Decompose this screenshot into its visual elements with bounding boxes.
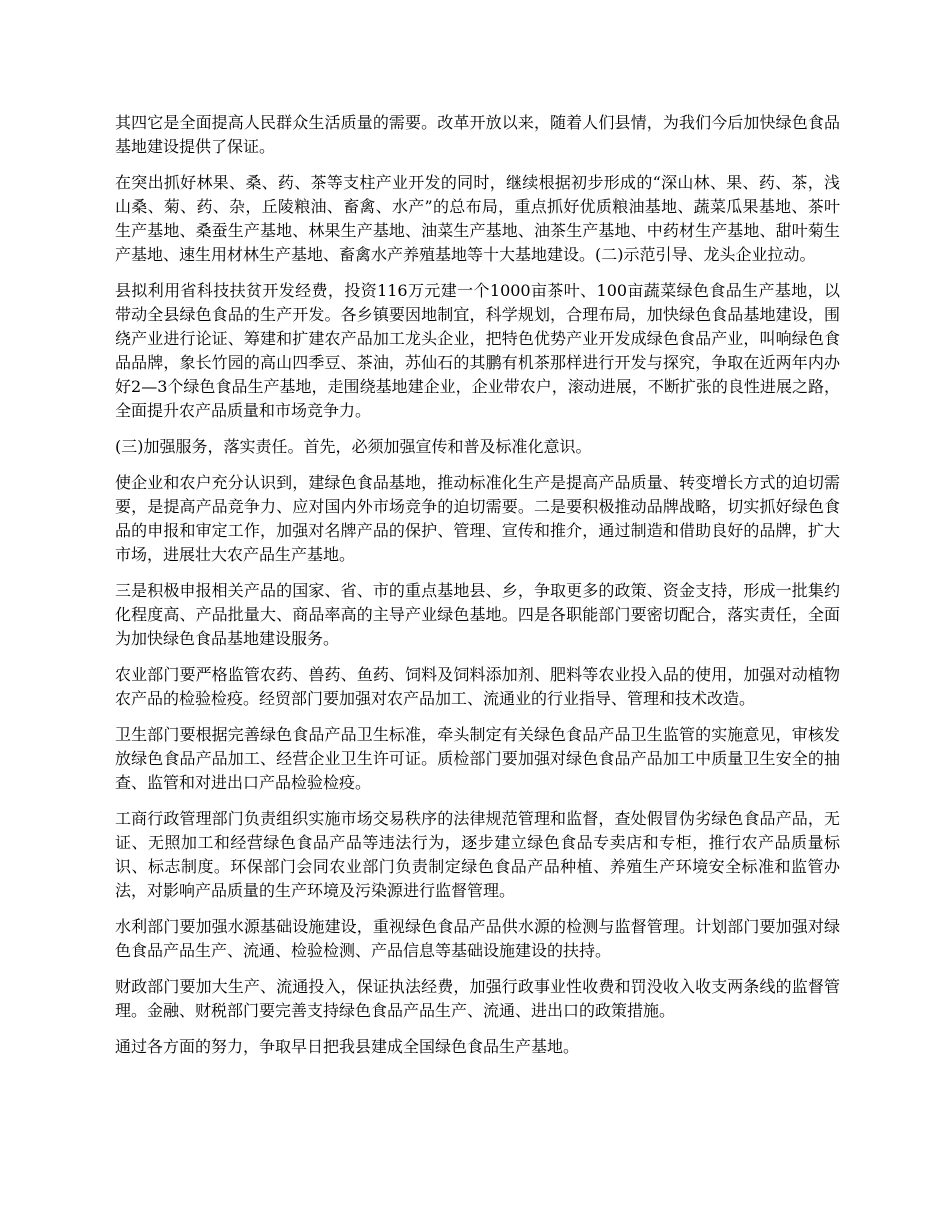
paragraph-1: 其四它是全面提高人民群众生活质量的需要。改革开放以来，随着人们县情，为我们今后加快绿色食品基地建设提供了保证。 bbox=[115, 113, 840, 156]
paragraph-11: 财政部门要加大生产、流通投入，保证执法经费，加强行政事业性收费和罚没收入收支两条线的监督管理。金融、财税部门要完善支持绿色食品产品生产、流通、进出口的政策措施。 bbox=[115, 977, 840, 1020]
paragraph-10: 水利部门要加强水源基础设施建设，重视绿色食品产品供水源的检测与监督管理。计划部门要加强对绿色食品产品生产、流通、检验检测、产品信息等基础设施建设的扶持。 bbox=[115, 917, 840, 960]
paragraph-5: 使企业和农户充分认识到，建绿色食品基地，推动标准化生产是提高产品质量、转变增长方式的迫切需要，是提高产品竞争力、应对国内外市场竞争的迫切需要。二是要积极推动品牌战略，切实抓好绿色食品的申报和审定工作，加强对名牌产品的保护、管理、宣传和推介，通过制造和借助良好的品牌，扩大市场，进展壮大农产品生产基地。 bbox=[115, 473, 840, 564]
paragraph-7: 农业部门要严格监管农药、兽药、鱼药、饲料及饲料添加剂、肥料等农业投入品的使用，加强对动植物农产品的检验检疫。经贸部门要加强对农产品加工、流通业的行业指导、管理和技术改造。 bbox=[115, 665, 840, 708]
paragraph-4: (三)加强服务，落实责任。首先，必须加强宣传和普及标准化意识。 bbox=[115, 437, 592, 456]
paragraph-12: 通过各方面的努力，争取早日把我县建成全国绿色食品生产基地。 bbox=[115, 1037, 580, 1056]
paragraph-9: 工商行政管理部门负责组织实施市场交易秩序的法律规范管理和监督，查处假冒伪劣绿色食品产品，无证、无照加工和经营绿色食品产品等违法行为，逐步建立绿色食品专卖店和专柜，推行农产品质量标识、标志制度。环保部门会同农业部门负责制定绿色食品产品种植、养殖生产环境安全标准和监管办法，对影响产品质量的生产环境及污染源进行监督管理。 bbox=[115, 809, 840, 900]
document-page bbox=[115, 111, 840, 1071]
paragraph-8: 卫生部门要根据完善绿色食品产品卫生标准，牵头制定有关绿色食品产品卫生监管的实施意见，审核发放绿色食品产品加工、经营企业卫生许可证。质检部门要加强对绿色食品产品加工中质量卫生安全的抽查、监管和对进出口产品检验检疫。 bbox=[115, 725, 840, 792]
paragraph-6: 三是积极申报相关产品的国家、省、市的重点基地县、乡，争取更多的政策、资金支持，形成一批集约化程度高、产品批量大、商品率高的主导产业绿色基地。四是各职能部门要密切配合，落实责任，全面为加快绿色食品基地建设服务。 bbox=[115, 581, 840, 648]
paragraph-3: 县拟利用省科技扶贫开发经费，投资116万元建一个1000亩茶叶、100亩蔬菜绿色食品生产基地，以带动全县绿色食品的生产开发。各乡镇要因地制宜，科学规划，合理布局，加快绿色食品基地建设，围绕产业进行论证、筹建和扩建农产品加工龙头企业，把特色优势产业开发成绿色食品产业，叫响绿色食品品牌，象长竹园的高山四季豆、茶油，苏仙石的其鹏有机茶那样进行开发与探究，争取在近两年内办好2—3个绿色食品生产基地，走围绕基地建企业，企业带农户，滚动进展，不断扩张的良性进展之路，全面提升农产品质量和市场竞争力。 bbox=[115, 281, 840, 420]
paragraph-2: 在突出抓好林果、桑、药、茶等支柱产业开发的同时，继续根据初步形成的“深山林、果、药、茶，浅山桑、菊、药、杂，丘陵粮油、畜禽、水产”的总布局，重点抓好优质粮油基地、蔬菜瓜果基地、茶叶生产基地、桑蚕生产基地、林果生产基地、油菜生产基地、油茶生产基地、中药材生产基地、甜叶菊生产基地、速生用材林生产基地、畜禽水产养殖基地等十大基地建设。(二)示范引导、龙头企业拉动。 bbox=[115, 173, 840, 264]
